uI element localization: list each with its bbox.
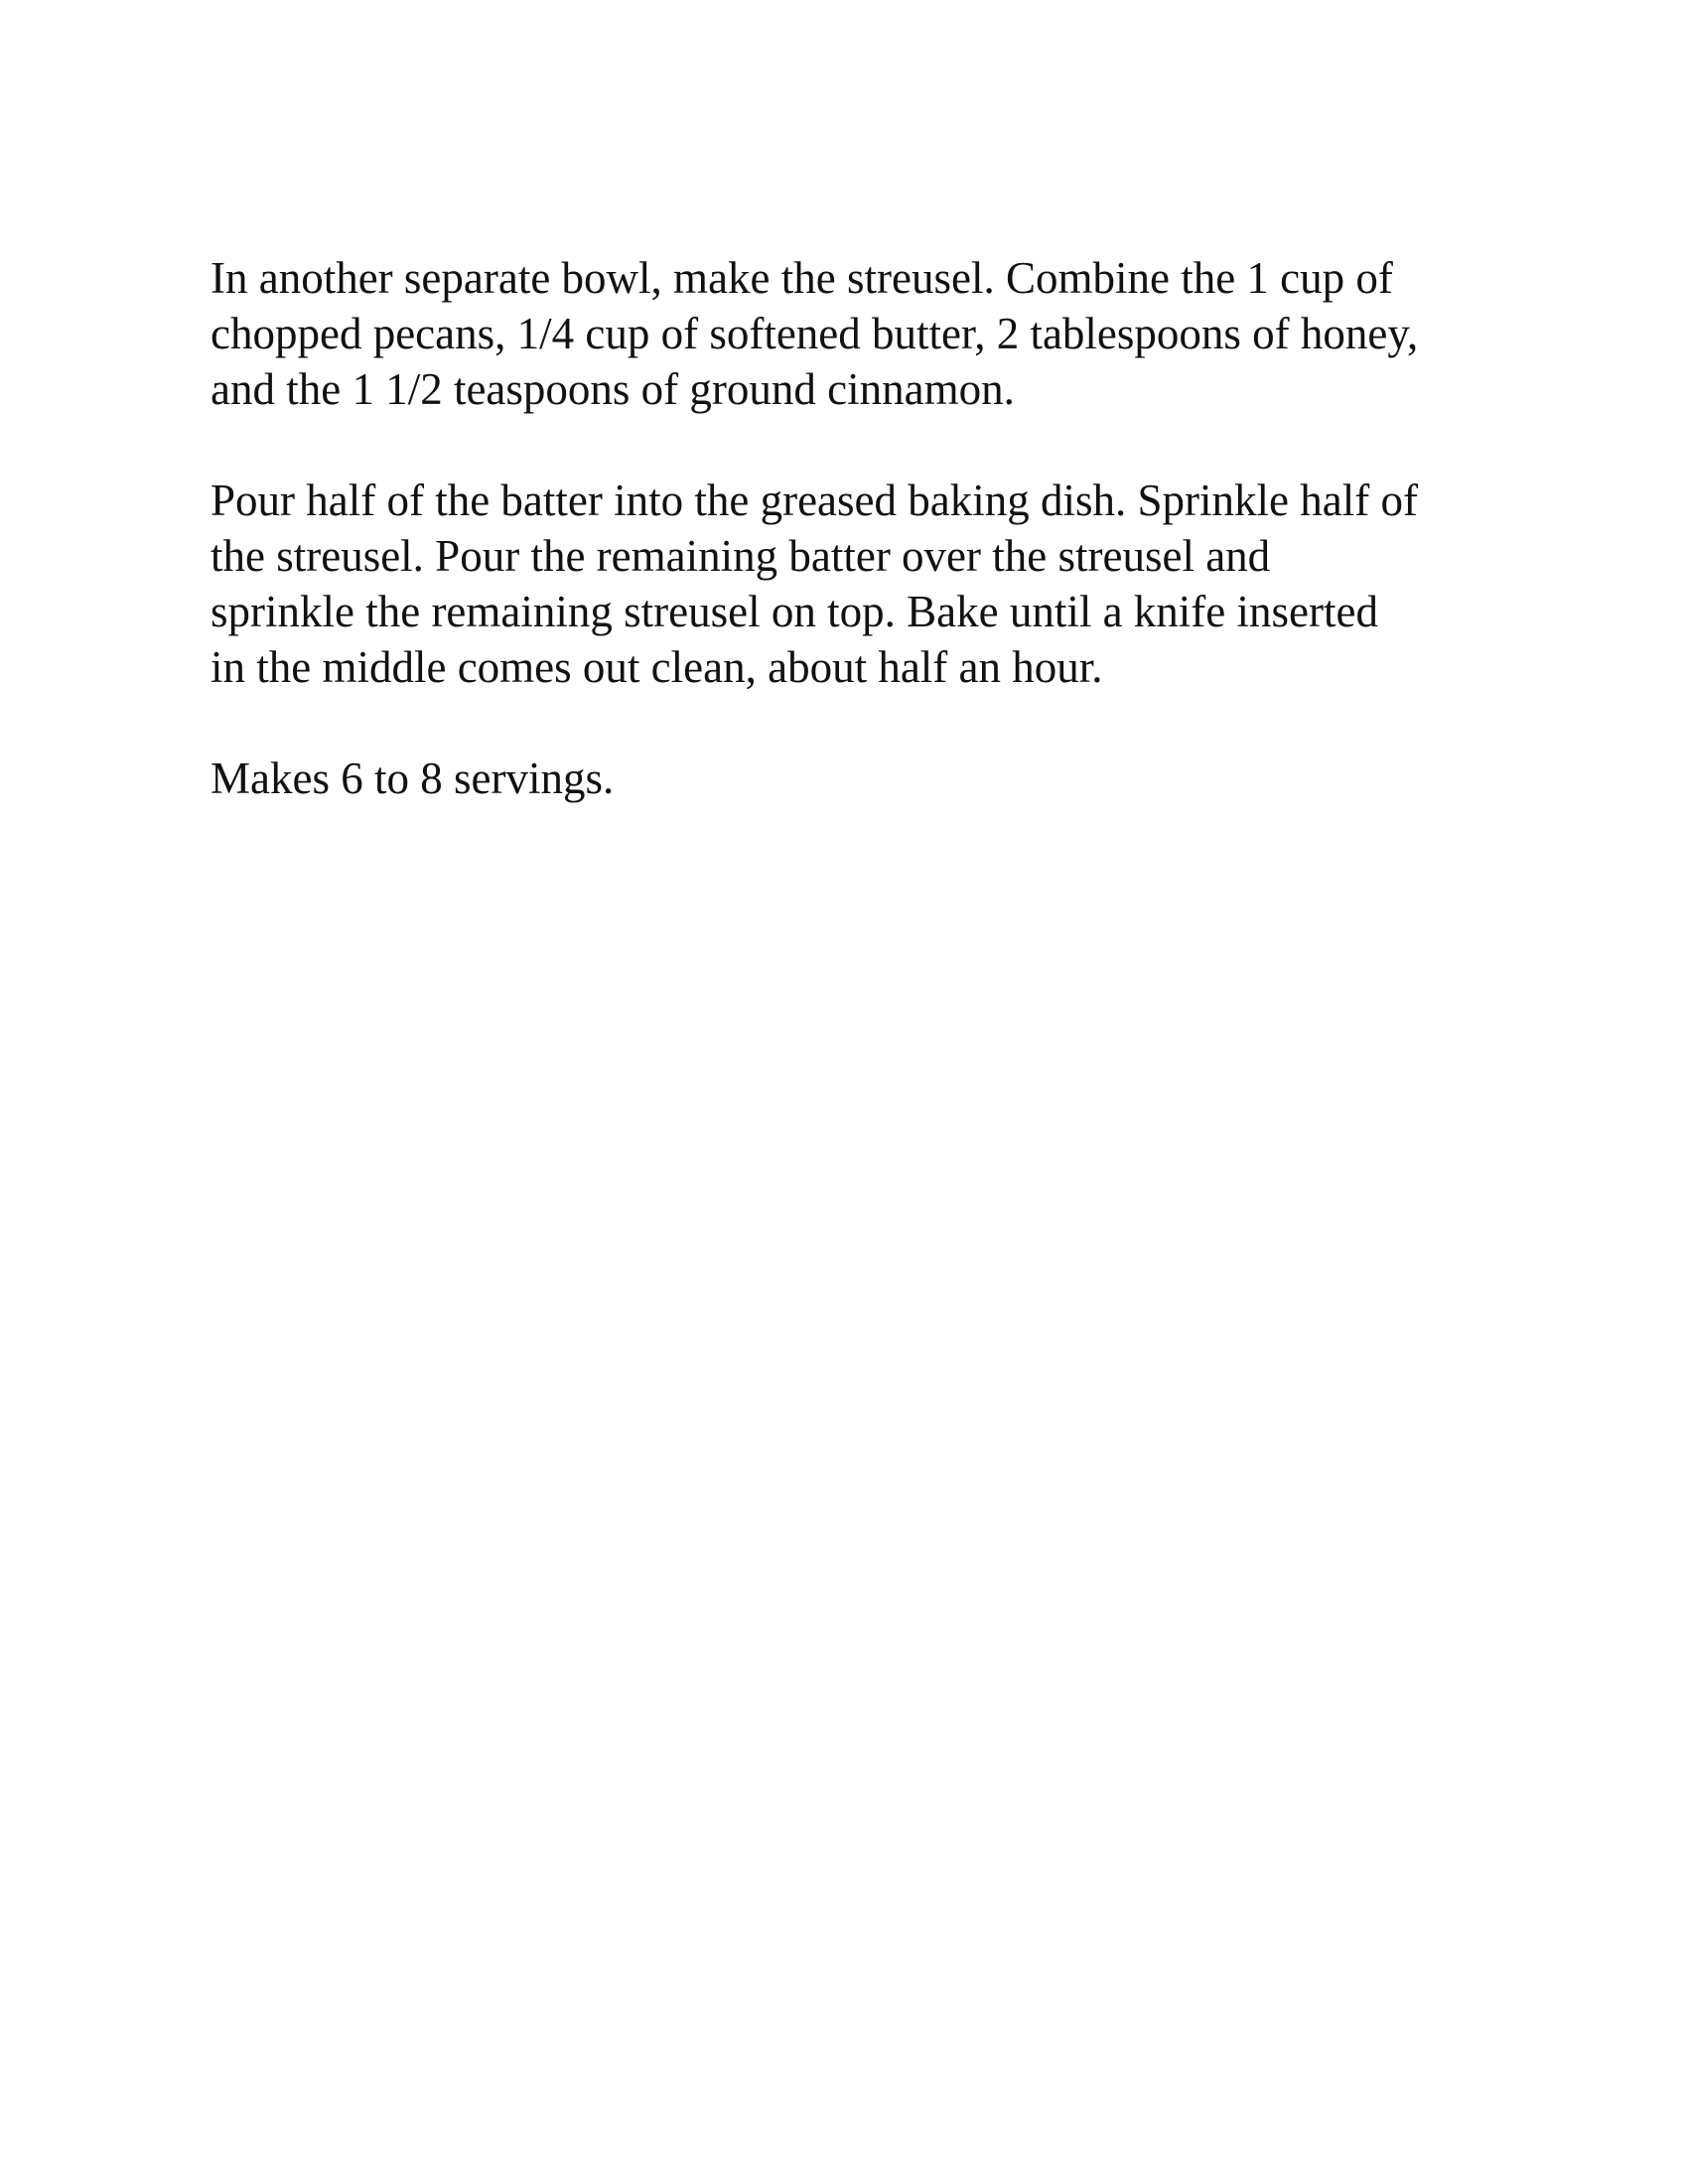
text-line: sprinkle the remaining streusel on top. Bake until a knife inserted: [211, 587, 1378, 636]
text-line: chopped pecans, 1/4 cup of softened butter, 2 tablespoons of honey,: [211, 309, 1419, 358]
paragraph-servings: [211, 751, 1501, 806]
text-line: and the 1 1/2 teaspoons of ground cinnamon.: [211, 364, 1015, 414]
text-line: In another separate bowl, make the streusel. Combine the 1 cup of: [211, 253, 1393, 303]
text-line: the streusel. Pour the remaining batter over the streusel and: [211, 531, 1271, 581]
recipe-text: [211, 250, 1501, 862]
text-line: Pour half of the batter into the greased baking dish. Sprinkle half of: [211, 476, 1418, 525]
text-line: in the middle comes out clean, about half an hour.: [211, 642, 1103, 692]
text-line: Makes 6 to 8 servings.: [211, 753, 615, 803]
paragraph-streusel: [211, 250, 1501, 417]
paragraph-assembly: [211, 473, 1501, 695]
